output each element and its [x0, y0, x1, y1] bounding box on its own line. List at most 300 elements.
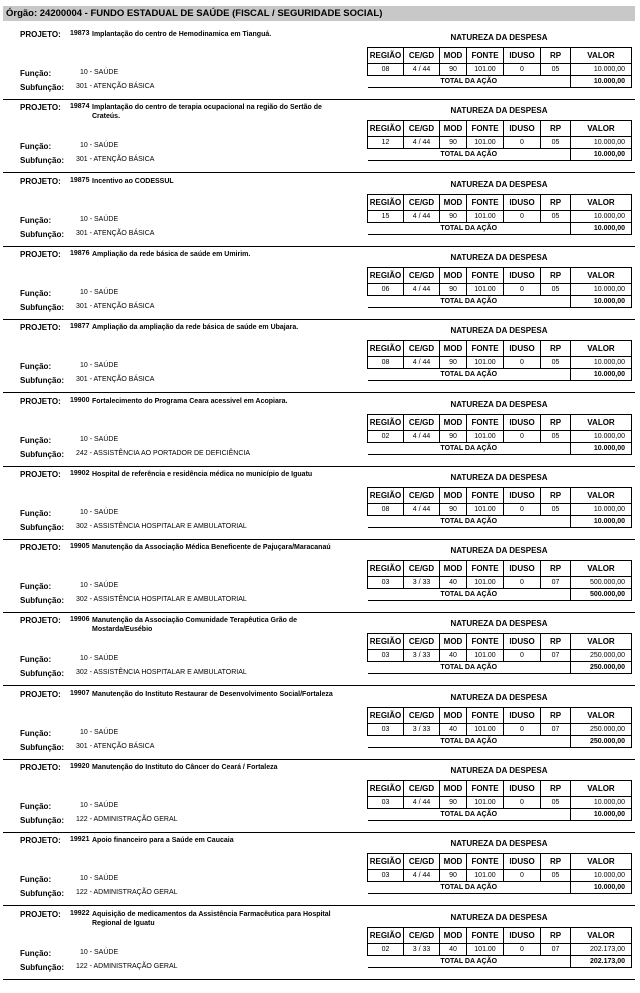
cell-fonte: 101.00: [467, 137, 504, 149]
cell-fonte: 101.00: [467, 64, 504, 76]
cell-cegd: 4 / 44: [404, 283, 440, 295]
col-header-iduso: IDUSO: [504, 48, 541, 64]
col-header-mod: MOD: [440, 341, 467, 357]
funcao-label: Função:: [20, 435, 52, 445]
subfuncao-value: 301 - ATENÇÃO BÁSICA: [76, 302, 155, 310]
cell-iduso: 0: [504, 430, 541, 442]
table-row: [368, 137, 632, 149]
col-header-valor: VALOR: [571, 487, 632, 503]
table-header-row: [368, 194, 632, 210]
subfuncao-label: Subfunção:: [20, 302, 64, 312]
total-value: 10.000,00: [571, 809, 632, 821]
projeto-label: PROJETO:: [20, 543, 61, 553]
table-row: [368, 650, 632, 662]
cell-valor: 10.000,00: [571, 870, 632, 882]
projeto-label: PROJETO:: [20, 30, 61, 39]
funcao-value: 10 - SAÚDE: [80, 728, 119, 736]
total-label: TOTAL DA AÇÃO: [368, 222, 571, 234]
col-header-fonte: FONTE: [467, 854, 504, 870]
col-header-rp: RP: [541, 927, 571, 943]
col-header-iduso: IDUSO: [504, 634, 541, 650]
total-label: TOTAL DA AÇÃO: [368, 882, 571, 894]
col-header-regiao: REGIÃO: [368, 781, 404, 797]
col-header-iduso: IDUSO: [504, 561, 541, 577]
col-header-cegd: CE/GD: [404, 634, 440, 650]
cell-regiao: 03: [368, 870, 404, 882]
col-header-valor: VALOR: [571, 414, 632, 430]
funcao-value: 10 - SAÚDE: [80, 508, 119, 516]
organ-header: Órgão: 24200004 - FUNDO ESTADUAL DE SAÚDE (FISCAL / SEGURIDADE SOCIAL): [3, 6, 635, 21]
total-label: TOTAL DA AÇÃO: [368, 515, 571, 527]
col-header-regiao: REGIÃO: [368, 414, 404, 430]
funcao-value: 10 - SAÚDE: [80, 215, 119, 223]
cell-rp: 07: [541, 650, 571, 662]
cell-rp: 07: [541, 943, 571, 955]
cell-iduso: 0: [504, 797, 541, 809]
natureza-despesa-title: NATUREZA DA DESPESA: [450, 839, 548, 849]
total-value: 10.000,00: [571, 369, 632, 381]
funcao-value: 10 - SAÚDE: [80, 69, 119, 76]
project-description: Manutenção da Associação Médica Beneficente de Pajuçara/Maracanaú: [92, 544, 331, 552]
cell-rp: 07: [541, 723, 571, 735]
project-block: [0, 833, 640, 906]
project-code: 19900: [70, 396, 90, 404]
funcao-value: 10 - SAÚDE: [80, 655, 119, 663]
subfuncao-value: 302 - ASSISTÊNCIA HOSPITALAR E AMBULATORIAL: [76, 596, 247, 604]
total-row: [368, 882, 632, 894]
total-label: TOTAL DA AÇÃO: [368, 149, 571, 161]
funcao-value: 10 - SAÚDE: [80, 948, 119, 956]
cell-cegd: 3 / 33: [404, 943, 440, 955]
col-header-cegd: CE/GD: [404, 927, 440, 943]
total-label: TOTAL DA AÇÃO: [368, 662, 571, 674]
cell-regiao: 03: [368, 650, 404, 662]
col-header-regiao: REGIÃO: [368, 487, 404, 503]
total-value: 10.000,00: [571, 76, 632, 88]
natureza-table: [367, 487, 632, 528]
table-header-row: [368, 341, 632, 357]
subfuncao-label: Subfunção:: [20, 449, 64, 459]
project-code: 19873: [70, 30, 90, 37]
cell-mod: 40: [440, 723, 467, 735]
projeto-label: PROJETO:: [20, 176, 61, 186]
table-row: [368, 210, 632, 222]
project-description: Manutenção da Associação Comunidade Terapêutica Grão de Mostarda/Eusébio: [92, 617, 297, 634]
total-row: [368, 149, 632, 161]
funcao-value: 10 - SAÚDE: [80, 435, 119, 443]
subfuncao-value: 301 - ATENÇÃO BÁSICA: [76, 742, 155, 750]
col-header-fonte: FONTE: [467, 634, 504, 650]
cell-rp: 05: [541, 64, 571, 76]
col-header-cegd: CE/GD: [404, 414, 440, 430]
projeto-label: PROJETO:: [20, 909, 61, 919]
cell-iduso: 0: [504, 137, 541, 149]
table-row: [368, 943, 632, 955]
total-value: 10.000,00: [571, 222, 632, 234]
cell-valor: 10.000,00: [571, 357, 632, 369]
cell-valor: 10.000,00: [571, 210, 632, 222]
cell-valor: 10.000,00: [571, 503, 632, 515]
col-header-rp: RP: [541, 634, 571, 650]
projeto-label: PROJETO:: [20, 249, 61, 259]
total-row: [368, 735, 632, 747]
cell-mod: 90: [440, 503, 467, 515]
project-description: Implantação do centro de Hemodinamica em Tianguá.: [92, 31, 272, 38]
total-row: [368, 76, 632, 88]
project-block: [0, 394, 640, 467]
divider: [3, 979, 635, 980]
total-row: [368, 515, 632, 527]
cell-fonte: 101.00: [467, 943, 504, 955]
cell-valor: 10.000,00: [571, 797, 632, 809]
col-header-regiao: REGIÃO: [368, 194, 404, 210]
project-block: [0, 27, 640, 100]
cell-mod: 90: [440, 797, 467, 809]
cell-regiao: 15: [368, 210, 404, 222]
cell-cegd: 4 / 44: [404, 870, 440, 882]
total-label: TOTAL DA AÇÃO: [368, 442, 571, 454]
cell-cegd: 4 / 44: [404, 430, 440, 442]
table-row: [368, 870, 632, 882]
table-row: [368, 430, 632, 442]
total-value: 500.000,00: [571, 589, 632, 601]
project-code: 19874: [70, 103, 90, 111]
cell-regiao: 03: [368, 797, 404, 809]
col-header-regiao: REGIÃO: [368, 121, 404, 137]
cell-mod: 90: [440, 357, 467, 369]
subfuncao-value: 122 - ADMINISTRAÇÃO GERAL: [76, 889, 178, 897]
cell-valor: 500.000,00: [571, 577, 632, 589]
project-description: Ampliação da rede básica de saúde em Umirim.: [92, 250, 251, 258]
natureza-despesa-title: NATUREZA DA DESPESA: [450, 252, 548, 262]
col-header-rp: RP: [541, 487, 571, 503]
subfuncao-label: Subfunção:: [20, 816, 64, 825]
col-header-rp: RP: [541, 121, 571, 137]
funcao-value: 10 - SAÚDE: [80, 362, 119, 370]
cell-iduso: 0: [504, 943, 541, 955]
col-header-valor: VALOR: [571, 781, 632, 797]
funcao-label: Função:: [20, 802, 52, 811]
subfuncao-value: 301 - ATENÇÃO BÁSICA: [76, 83, 155, 90]
project-code: 19922: [70, 909, 90, 917]
col-header-mod: MOD: [440, 927, 467, 943]
cell-iduso: 0: [504, 650, 541, 662]
col-header-mod: MOD: [440, 121, 467, 137]
project-block: [0, 540, 640, 613]
col-header-fonte: FONTE: [467, 707, 504, 723]
col-header-iduso: IDUSO: [504, 341, 541, 357]
col-header-regiao: REGIÃO: [368, 707, 404, 723]
cell-regiao: 03: [368, 723, 404, 735]
cell-valor: 250.000,00: [571, 723, 632, 735]
cell-mod: 90: [440, 870, 467, 882]
natureza-despesa-title: NATUREZA DA DESPESA: [450, 619, 548, 629]
total-row: [368, 589, 632, 601]
cell-cegd: 3 / 33: [404, 577, 440, 589]
cell-mod: 40: [440, 577, 467, 589]
cell-mod: 90: [440, 64, 467, 76]
col-header-rp: RP: [541, 707, 571, 723]
cell-cegd: 4 / 44: [404, 137, 440, 149]
col-header-fonte: FONTE: [467, 487, 504, 503]
col-header-cegd: CE/GD: [404, 561, 440, 577]
projeto-label: PROJETO:: [20, 763, 61, 772]
col-header-cegd: CE/GD: [404, 194, 440, 210]
cell-regiao: 12: [368, 137, 404, 149]
cell-iduso: 0: [504, 64, 541, 76]
col-header-mod: MOD: [440, 48, 467, 64]
cell-fonte: 101.00: [467, 357, 504, 369]
subfuncao-value: 301 - ATENÇÃO BÁSICA: [76, 156, 155, 164]
projeto-label: PROJETO:: [20, 689, 61, 699]
subfuncao-label: Subfunção:: [20, 742, 64, 752]
cell-iduso: 0: [504, 723, 541, 735]
cell-valor: 10.000,00: [571, 137, 632, 149]
cell-valor: 250.000,00: [571, 650, 632, 662]
funcao-value: 10 - SAÚDE: [80, 288, 119, 296]
cell-mod: 90: [440, 283, 467, 295]
cell-iduso: 0: [504, 283, 541, 295]
col-header-rp: RP: [541, 781, 571, 797]
col-header-fonte: FONTE: [467, 927, 504, 943]
cell-rp: 05: [541, 797, 571, 809]
project-block: [0, 320, 640, 393]
cell-rp: 05: [541, 210, 571, 222]
cell-mod: 90: [440, 430, 467, 442]
col-header-fonte: FONTE: [467, 48, 504, 64]
col-header-cegd: CE/GD: [404, 707, 440, 723]
cell-iduso: 0: [504, 870, 541, 882]
col-header-valor: VALOR: [571, 121, 632, 137]
col-header-iduso: IDUSO: [504, 927, 541, 943]
project-description: Incentivo ao CODESSUL: [92, 177, 174, 185]
subfuncao-label: Subfunção:: [20, 522, 64, 532]
cell-iduso: 0: [504, 210, 541, 222]
col-header-rp: RP: [541, 341, 571, 357]
col-header-valor: VALOR: [571, 927, 632, 943]
natureza-despesa-title: NATUREZA DA DESPESA: [450, 106, 548, 116]
projeto-label: PROJETO:: [20, 616, 61, 626]
table-header-row: [368, 414, 632, 430]
total-row: [368, 662, 632, 674]
cell-rp: 05: [541, 430, 571, 442]
project-description: Hospital de referência e residência médica no município de Iguatu: [92, 470, 313, 478]
cell-fonte: 101.00: [467, 210, 504, 222]
project-description: Apoio financeiro para a Saúde em Caucaia: [92, 837, 234, 845]
projeto-label: PROJETO:: [20, 396, 61, 406]
natureza-despesa-title: NATUREZA DA DESPESA: [450, 692, 548, 702]
funcao-label: Função:: [20, 875, 52, 885]
cell-valor: 10.000,00: [571, 283, 632, 295]
funcao-label: Função:: [20, 362, 52, 372]
natureza-table: [367, 267, 632, 308]
natureza-despesa-title: NATUREZA DA DESPESA: [450, 912, 548, 922]
col-header-rp: RP: [541, 267, 571, 283]
col-header-iduso: IDUSO: [504, 487, 541, 503]
total-value: 10.000,00: [571, 442, 632, 454]
col-header-mod: MOD: [440, 267, 467, 283]
funcao-label: Função:: [20, 508, 52, 518]
cell-iduso: 0: [504, 503, 541, 515]
funcao-value: 10 - SAÚDE: [80, 582, 119, 590]
project-code: 19906: [70, 616, 90, 624]
col-header-valor: VALOR: [571, 267, 632, 283]
project-block: [0, 613, 640, 686]
col-header-iduso: IDUSO: [504, 194, 541, 210]
funcao-label: Função:: [20, 142, 52, 152]
cell-rp: 05: [541, 357, 571, 369]
total-row: [368, 809, 632, 821]
funcao-label: Função:: [20, 728, 52, 738]
col-header-rp: RP: [541, 561, 571, 577]
col-header-mod: MOD: [440, 707, 467, 723]
subfuncao-value: 242 - ASSISTÊNCIA AO PORTADOR DE DEFICIÊNCIA: [76, 449, 251, 457]
cell-fonte: 101.00: [467, 283, 504, 295]
natureza-table: [367, 707, 632, 748]
table-row: [368, 283, 632, 295]
cell-valor: 10.000,00: [571, 430, 632, 442]
cell-rp: 05: [541, 870, 571, 882]
subfuncao-value: 122 - ADMINISTRAÇÃO GERAL: [76, 816, 178, 823]
natureza-despesa-title: NATUREZA DA DESPESA: [450, 472, 548, 482]
col-header-cegd: CE/GD: [404, 267, 440, 283]
cell-regiao: 08: [368, 357, 404, 369]
col-header-valor: VALOR: [571, 48, 632, 64]
col-header-iduso: IDUSO: [504, 414, 541, 430]
col-header-fonte: FONTE: [467, 121, 504, 137]
cell-mod: 40: [440, 650, 467, 662]
total-label: TOTAL DA AÇÃO: [368, 589, 571, 601]
natureza-table: [367, 853, 632, 894]
col-header-regiao: REGIÃO: [368, 48, 404, 64]
total-value: 10.000,00: [571, 295, 632, 307]
project-block: [0, 760, 640, 833]
subfuncao-label: Subfunção:: [20, 889, 64, 899]
col-header-mod: MOD: [440, 781, 467, 797]
total-value: 10.000,00: [571, 149, 632, 161]
natureza-despesa-title: NATUREZA DA DESPESA: [450, 179, 548, 189]
subfuncao-value: 301 - ATENÇÃO BÁSICA: [76, 376, 155, 384]
col-header-mod: MOD: [440, 634, 467, 650]
cell-fonte: 101.00: [467, 503, 504, 515]
natureza-table: [367, 194, 632, 235]
table-header-row: [368, 487, 632, 503]
col-header-mod: MOD: [440, 487, 467, 503]
table-header-row: [368, 781, 632, 797]
funcao-label: Função:: [20, 582, 52, 592]
cell-regiao: 06: [368, 283, 404, 295]
total-row: [368, 442, 632, 454]
cell-rp: 05: [541, 283, 571, 295]
project-code: 19875: [70, 176, 90, 184]
table-row: [368, 577, 632, 589]
funcao-label: Função:: [20, 215, 52, 225]
subfuncao-value: 302 - ASSISTÊNCIA HOSPITALAR E AMBULATORIAL: [76, 522, 247, 530]
natureza-despesa-title: NATUREZA DA DESPESA: [450, 326, 548, 336]
col-header-regiao: REGIÃO: [368, 854, 404, 870]
table-row: [368, 64, 632, 76]
funcao-value: 10 - SAÚDE: [80, 142, 119, 150]
col-header-regiao: REGIÃO: [368, 341, 404, 357]
cell-regiao: 08: [368, 64, 404, 76]
total-label: TOTAL DA AÇÃO: [368, 809, 571, 821]
col-header-fonte: FONTE: [467, 781, 504, 797]
project-description: Aquisição de medicamentos da Assistência Farmacêutica para Hospital Regional de Iguatu: [92, 910, 331, 927]
funcao-value: 10 - SAÚDE: [80, 875, 119, 883]
col-header-fonte: FONTE: [467, 561, 504, 577]
total-row: [368, 369, 632, 381]
col-header-iduso: IDUSO: [504, 121, 541, 137]
col-header-regiao: REGIÃO: [368, 927, 404, 943]
total-value: 202.173,00: [571, 955, 632, 967]
project-block: [0, 100, 640, 173]
col-header-iduso: IDUSO: [504, 707, 541, 723]
funcao-label: Função:: [20, 655, 52, 665]
table-header-row: [368, 48, 632, 64]
total-value: 250.000,00: [571, 662, 632, 674]
funcao-label: Função:: [20, 288, 52, 298]
natureza-table: [367, 633, 632, 674]
natureza-table: [367, 120, 632, 161]
table-header-row: [368, 927, 632, 943]
cell-cegd: 4 / 44: [404, 797, 440, 809]
natureza-table: [367, 340, 632, 381]
cell-cegd: 3 / 33: [404, 650, 440, 662]
total-label: TOTAL DA AÇÃO: [368, 369, 571, 381]
col-header-mod: MOD: [440, 194, 467, 210]
cell-fonte: 101.00: [467, 430, 504, 442]
natureza-despesa-title: NATUREZA DA DESPESA: [450, 33, 548, 42]
col-header-fonte: FONTE: [467, 267, 504, 283]
table-header-row: [368, 634, 632, 650]
natureza-table: [367, 780, 632, 821]
table-row: [368, 357, 632, 369]
project-code: 19877: [70, 323, 90, 331]
total-value: 250.000,00: [571, 735, 632, 747]
project-description: Implantação do centro de terapia ocupacional na região do Sertão de Crateús.: [92, 104, 322, 121]
cell-regiao: 03: [368, 577, 404, 589]
natureza-despesa-title: NATUREZA DA DESPESA: [450, 766, 548, 775]
subfuncao-label: Subfunção:: [20, 669, 64, 679]
col-header-rp: RP: [541, 48, 571, 64]
project-code: 19920: [70, 763, 90, 770]
cell-cegd: 4 / 44: [404, 503, 440, 515]
subfuncao-label: Subfunção:: [20, 229, 64, 239]
projeto-label: PROJETO:: [20, 323, 61, 333]
cell-regiao: 02: [368, 943, 404, 955]
cell-mod: 40: [440, 943, 467, 955]
total-row: [368, 295, 632, 307]
subfuncao-label: Subfunção:: [20, 962, 64, 972]
col-header-fonte: FONTE: [467, 194, 504, 210]
cell-rp: 05: [541, 503, 571, 515]
cell-valor: 10.000,00: [571, 64, 632, 76]
cell-rp: 05: [541, 137, 571, 149]
col-header-valor: VALOR: [571, 341, 632, 357]
col-header-fonte: FONTE: [467, 414, 504, 430]
funcao-label: Função:: [20, 69, 52, 78]
table-row: [368, 723, 632, 735]
col-header-iduso: IDUSO: [504, 781, 541, 797]
cell-fonte: 101.00: [467, 797, 504, 809]
subfuncao-label: Subfunção:: [20, 376, 64, 386]
col-header-rp: RP: [541, 854, 571, 870]
project-block: [0, 467, 640, 540]
cell-rp: 07: [541, 577, 571, 589]
project-code: 19905: [70, 543, 90, 551]
cell-cegd: 4 / 44: [404, 210, 440, 222]
cell-fonte: 101.00: [467, 577, 504, 589]
